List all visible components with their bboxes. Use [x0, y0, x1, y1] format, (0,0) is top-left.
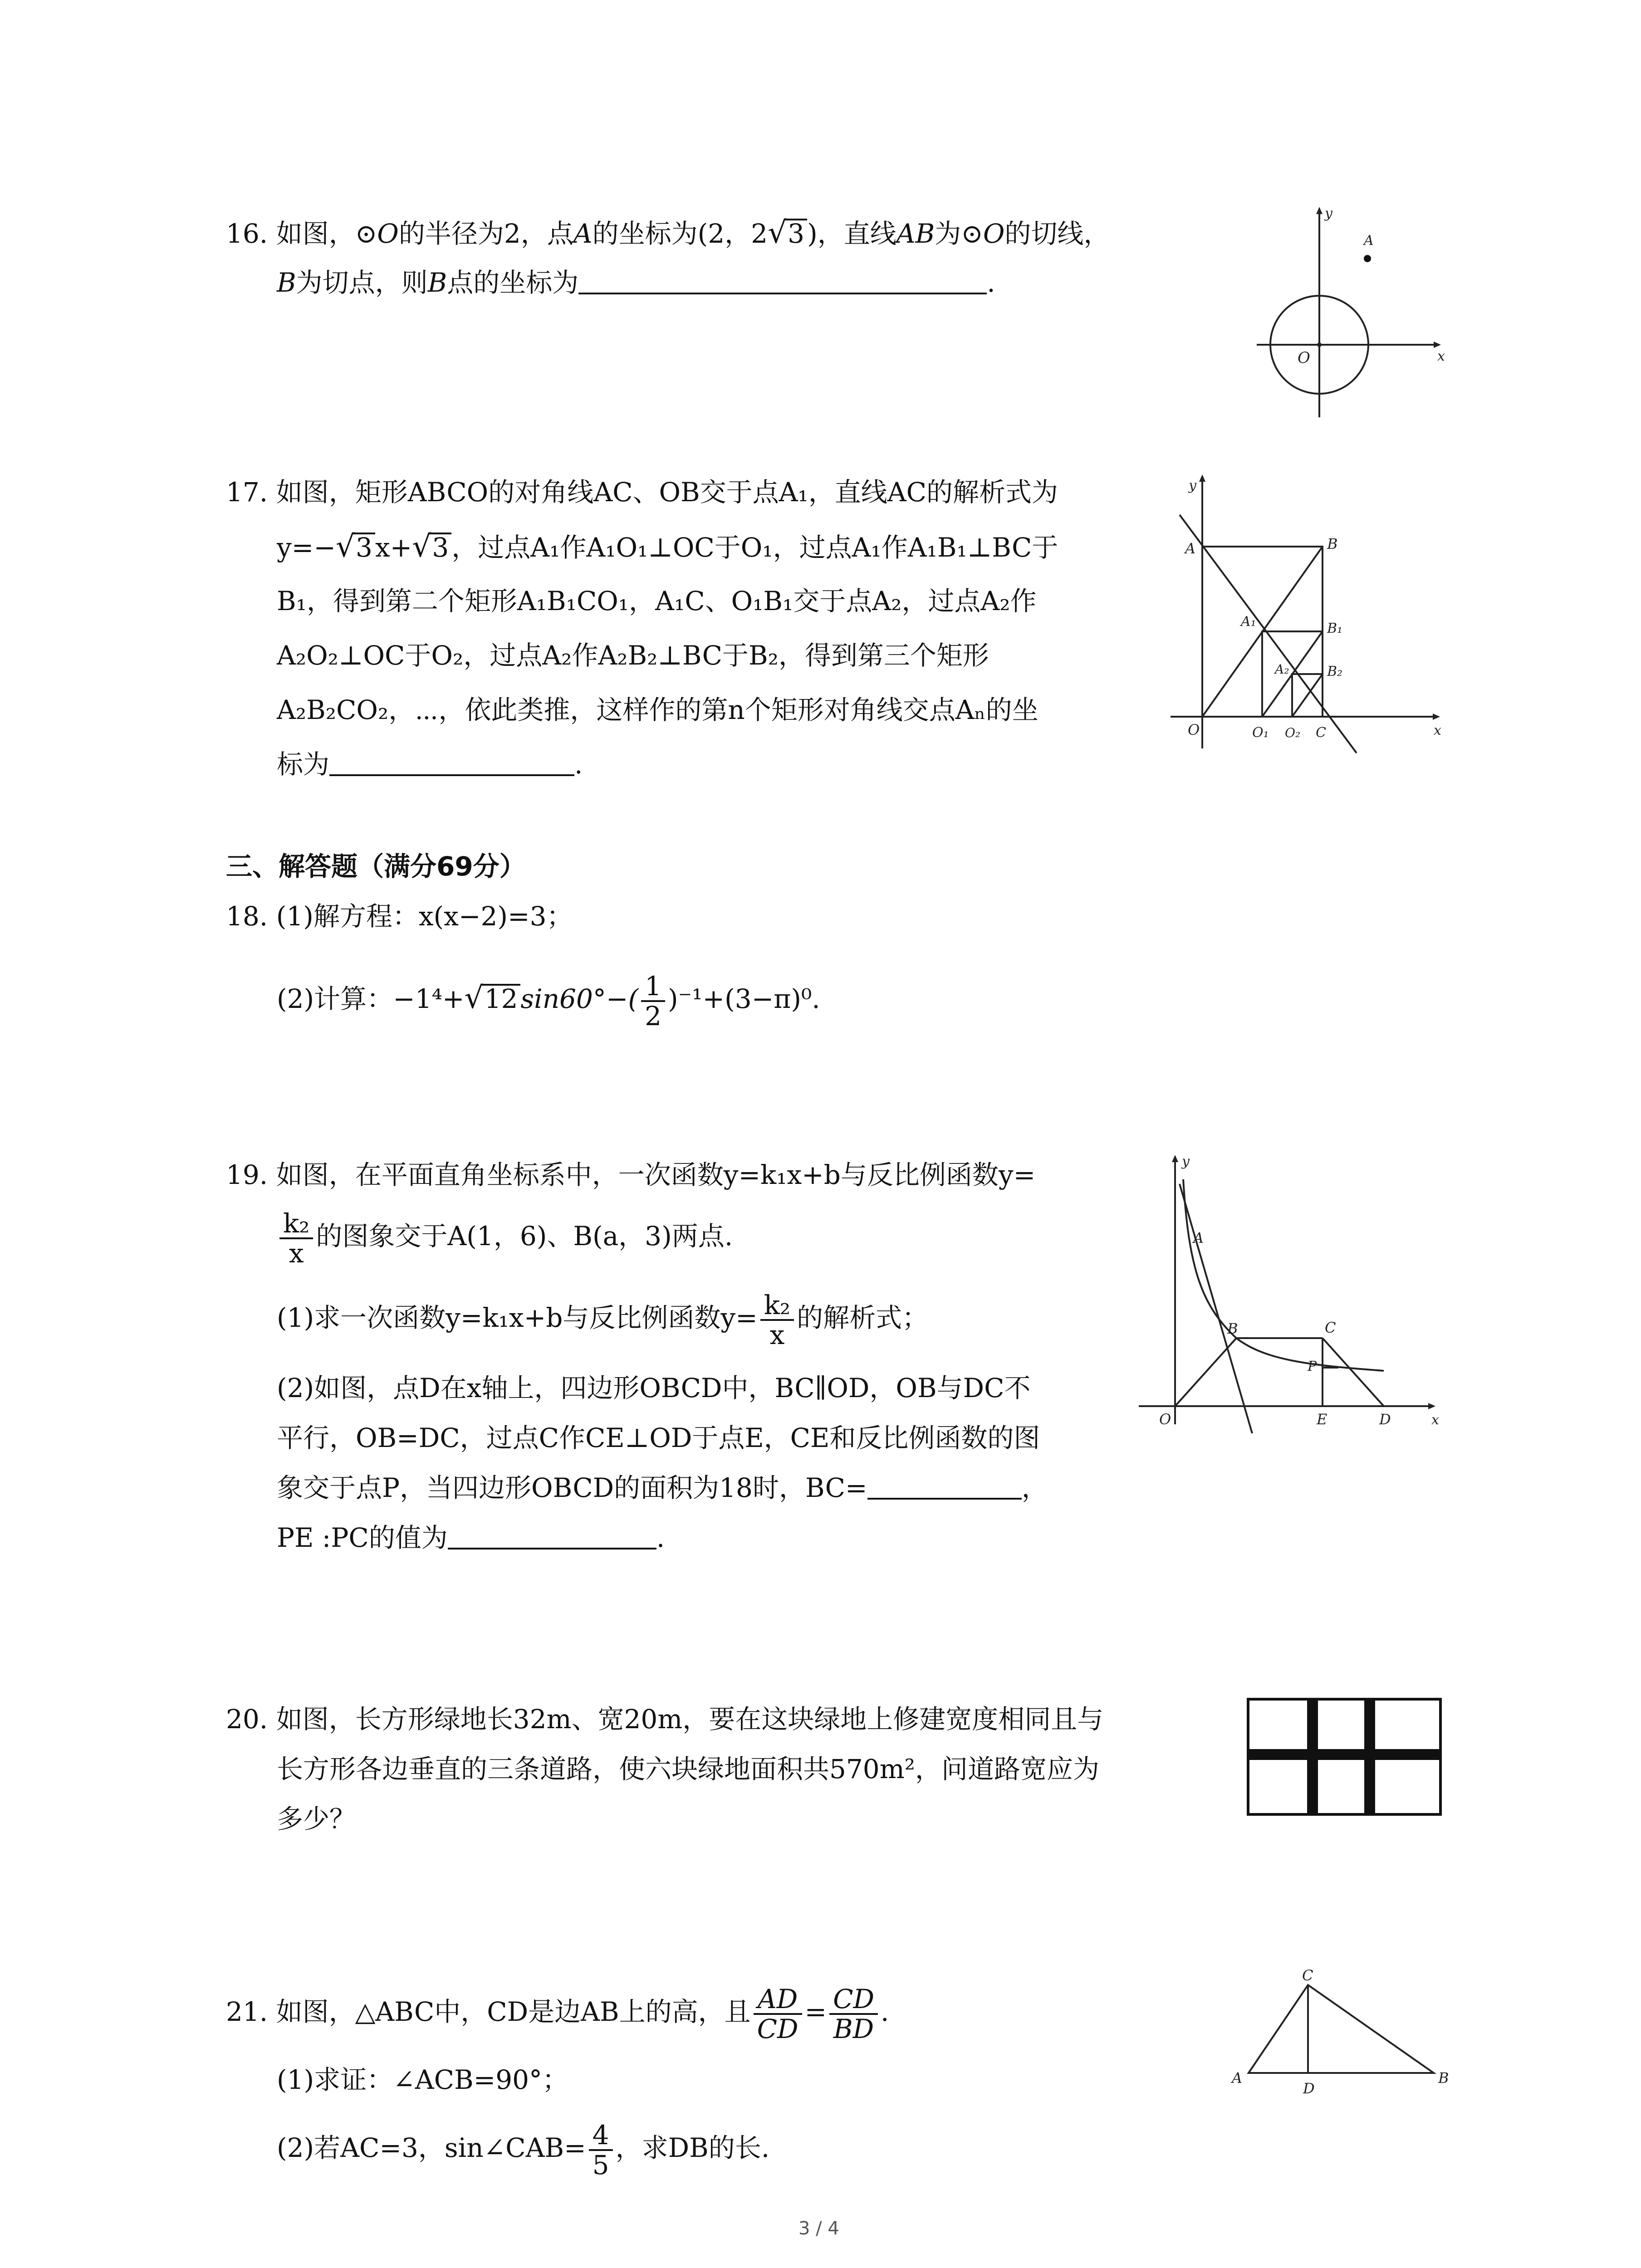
q16-text: 为⊙ — [935, 218, 983, 249]
q17-diagonal-o2b2 — [1292, 674, 1323, 717]
q20-road-horizontal — [1248, 1749, 1440, 1760]
fraction-denominator: x — [769, 1319, 785, 1350]
q17-label-a1: A₁ — [1241, 614, 1256, 630]
q16-text: O — [377, 218, 399, 249]
q16-figure — [1252, 204, 1452, 422]
q21-number: 21. — [226, 1996, 268, 2027]
q19-hyperbola — [1183, 1179, 1384, 1371]
q16-number: 16. — [226, 218, 268, 249]
q17-label-y: y — [1189, 478, 1196, 494]
q18-line2 — [277, 959, 820, 1036]
q16-origin-dot — [1317, 342, 1322, 347]
q21-fraction-1 — [754, 1985, 802, 2043]
section-3-heading: 三、解答题（满分69分） — [226, 851, 526, 882]
fraction-denominator: x — [289, 1237, 304, 1269]
q17-label-b: B — [1327, 535, 1338, 552]
q19-segment-ob — [1175, 1338, 1236, 1406]
q17-text: y=− — [277, 532, 336, 563]
q17-label-o1: O₁ — [1252, 725, 1269, 741]
q18-sqrt: 12 — [482, 984, 521, 1012]
q21-triangle-abc — [1249, 1985, 1434, 2073]
radical-sign: √ — [768, 215, 787, 250]
q19-line-ab — [1180, 1184, 1252, 1433]
q19-text: PE :PC的值为 — [277, 1522, 448, 1553]
q19-fraction-2 — [760, 1291, 794, 1349]
fraction-denominator: BD — [833, 2013, 874, 2044]
q21-text: 如图，△ABC中，CD是边AB上的高，且 — [276, 1996, 751, 2027]
q16-text: A — [573, 218, 593, 249]
q18-text: (2)计算：−1⁴+ — [277, 983, 465, 1014]
radical-sign: √ — [412, 529, 431, 564]
q16-x-arrow — [1434, 342, 1441, 348]
radical-sign: √ — [464, 980, 484, 1015]
q17-label-b2: B₂ — [1327, 664, 1343, 679]
q19-text: 如图，在平面直角坐标系中，一次函数y=k₁x+b与反比例函数y= — [276, 1159, 1036, 1190]
q18-fraction — [641, 972, 665, 1030]
q19-x-arrow — [1428, 1403, 1435, 1409]
q16-text: B — [277, 267, 296, 298]
q17-x-arrow — [1433, 714, 1440, 720]
q16-text: 如图，⊙ — [276, 218, 377, 249]
q18-text: sin60°−( — [520, 983, 639, 1014]
q19-line6 — [277, 1472, 1048, 1504]
q17-text: 标为 — [277, 749, 330, 780]
q17-line2 — [277, 531, 1058, 563]
q20-line2: 长方形各边垂直的三条道路，使六块绿地面积共570m²，问道路宽应为 — [277, 1754, 1099, 1784]
q21-text: ，求DB的长. — [615, 2132, 770, 2163]
fraction-numerator: AD — [754, 1985, 802, 2015]
q16-answer-blank[interactable] — [578, 269, 987, 294]
q18-number: 18. — [226, 901, 268, 932]
q20-line1 — [226, 1703, 1103, 1735]
q19-line3 — [277, 1284, 928, 1352]
q21-text: = — [804, 1996, 827, 2027]
q18-text: )⁻¹+(3−π)⁰. — [668, 983, 820, 1014]
q16-text: 的半径为2，点 — [398, 218, 573, 249]
q17-figure — [1161, 472, 1452, 762]
q17-sqrt: 3 — [353, 533, 375, 561]
q16-text: 的切线， — [1004, 218, 1110, 249]
q17-label-x: x — [1434, 723, 1441, 738]
q19-label-d: D — [1379, 1411, 1391, 1428]
q17-line1 — [226, 476, 1058, 508]
q16-text: O — [983, 218, 1005, 249]
q21-line3 — [277, 2109, 769, 2186]
q20-text: 如图，长方形绿地长32m、宽20m，要在这块绿地上修建宽度相同且与 — [276, 1704, 1104, 1735]
q16-text: 的坐标为(2，2 — [592, 218, 768, 249]
q21-fraction-2 — [829, 1985, 878, 2043]
q16-text: . — [987, 267, 995, 298]
q21-figure — [1225, 1964, 1470, 2100]
fraction-numerator: k₂ — [279, 1209, 313, 1239]
q16-label-o: O — [1298, 349, 1310, 367]
q21-label-a: A — [1232, 2069, 1243, 2087]
q19-number: 19. — [226, 1159, 268, 1190]
q17-line5: A₂B₂CO₂，⋯，依此类推，这样作的第n个矩形对角线交点Aₙ的坐 — [277, 694, 1038, 725]
q19-line1 — [226, 1159, 1035, 1191]
q16-text: AB — [896, 218, 935, 249]
q19-label-c: C — [1325, 1319, 1336, 1336]
q17-y-arrow — [1199, 474, 1205, 482]
q16-text: )，直线 — [807, 218, 896, 249]
q21-label-b: B — [1438, 2069, 1449, 2087]
q20-line3: 多少？ — [277, 1804, 356, 1834]
q19-label-p: P — [1308, 1359, 1317, 1374]
q21-fraction-3 — [589, 2121, 613, 2179]
fraction-numerator: 4 — [589, 2121, 613, 2151]
q19-label-y: y — [1182, 1154, 1190, 1169]
q17-sqrt: 3 — [429, 533, 451, 561]
q19-bc-answer-blank[interactable] — [867, 1474, 1022, 1500]
q16-label-a: A — [1364, 233, 1374, 249]
q21-part1: (1)求证：∠ACB=90°； — [277, 2064, 569, 2095]
q16-point-a — [1364, 255, 1371, 262]
fraction-denominator: 2 — [645, 1000, 661, 1031]
q17-text: x+ — [375, 532, 412, 563]
q17-label-c: C — [1316, 725, 1326, 741]
q16-text: 点的坐标为 — [447, 267, 579, 298]
q17-text: . — [574, 749, 583, 780]
q17-text: ，过点A₁作A₁O₁⊥OC于O₁，过点A₁作A₁B₁⊥BC于 — [451, 532, 1058, 563]
fraction-denominator: 5 — [592, 2149, 609, 2180]
q17-label-a: A — [1185, 540, 1196, 557]
q21-text: . — [881, 1996, 889, 2027]
q19-text: ， — [1021, 1472, 1048, 1503]
q16-label-y: y — [1325, 205, 1332, 221]
fraction-numerator: CD — [829, 1985, 878, 2015]
q19-fraction-1 — [279, 1209, 313, 1267]
q16-label-x: x — [1437, 348, 1445, 364]
q16-text: B — [427, 267, 447, 298]
q18-part1: (1)解方程：x(x−2)=3； — [276, 901, 573, 932]
q17-line3: B₁，得到第二个矩形A₁B₁CO₁，A₁C、O₁B₁交于点A₂，过点A₂作 — [277, 586, 1037, 616]
q19-line4: (2)如图，点D在x轴上，四边形OBCD中，BC∥OD，OB与DC不 — [277, 1373, 1031, 1403]
q20-number: 20. — [226, 1704, 268, 1735]
q17-label-b1: B₁ — [1327, 621, 1343, 636]
q19-line5: 平行，OB=DC，过点C作CE⊥OD于点E，CE和反比例函数的图 — [277, 1422, 1040, 1453]
q17-label-o2: O₂ — [1285, 725, 1301, 740]
q19-text: (1)求一次函数y=k₁x+b与反比例函数y= — [277, 1302, 758, 1333]
q19-label-o: O — [1159, 1411, 1171, 1428]
q21-label-d: D — [1303, 2080, 1315, 2097]
q17-label-o: O — [1188, 721, 1200, 738]
fraction-denominator: CD — [757, 2013, 798, 2044]
q17-number: 17. — [226, 477, 268, 508]
fraction-numerator: k₂ — [760, 1291, 794, 1321]
q16-sqrt: 3 — [785, 219, 807, 247]
q19-text: 的解析式； — [797, 1302, 929, 1333]
q19-line2 — [277, 1202, 733, 1270]
q19-label-e: E — [1317, 1411, 1327, 1428]
q16-line2 — [277, 267, 995, 298]
q21-line1 — [226, 1973, 889, 2050]
q19-figure — [1134, 1152, 1461, 1433]
q21-text: (2)若AC=3，sin∠CAB= — [277, 2132, 586, 2163]
q19-text: 象交于点P，当四边形OBCD的面积为18时，BC= — [277, 1472, 867, 1503]
radical-sign: √ — [335, 529, 355, 564]
q19-label-b: B — [1227, 1320, 1238, 1337]
q19-label-x: x — [1431, 1412, 1439, 1428]
q19-label-a: A — [1193, 1229, 1204, 1246]
q17-text: 如图，矩形ABCO的对角线AC、OB交于点A₁，直线AC的解析式为 — [276, 477, 1058, 508]
q17-line6 — [277, 748, 583, 780]
q18-line1 — [226, 900, 573, 932]
q19-text: . — [656, 1522, 665, 1553]
q19-segment-cd — [1323, 1338, 1384, 1406]
page-number: 3 / 4 — [798, 2218, 839, 2239]
q17-line4: A₂O₂⊥OC于O₂，过点A₂作A₂B₂⊥BC于B₂，得到第三个矩形 — [277, 640, 989, 671]
q17-answer-blank[interactable] — [329, 751, 574, 776]
q16-text: 为切点，则 — [296, 267, 428, 298]
q19-line7 — [277, 1522, 665, 1554]
q16-line1 — [226, 217, 1110, 249]
q19-y-arrow — [1172, 1155, 1178, 1162]
q17-label-a2: A₂ — [1275, 662, 1289, 677]
q21-label-c: C — [1302, 1967, 1313, 1984]
q19-ratio-answer-blank[interactable] — [448, 1524, 656, 1549]
q16-y-arrow — [1316, 207, 1323, 214]
q20-figure — [1245, 1696, 1445, 1819]
q19-text: 的图象交于A(1，6)、B(a，3)两点. — [316, 1221, 733, 1251]
fraction-numerator: 1 — [641, 972, 665, 1002]
